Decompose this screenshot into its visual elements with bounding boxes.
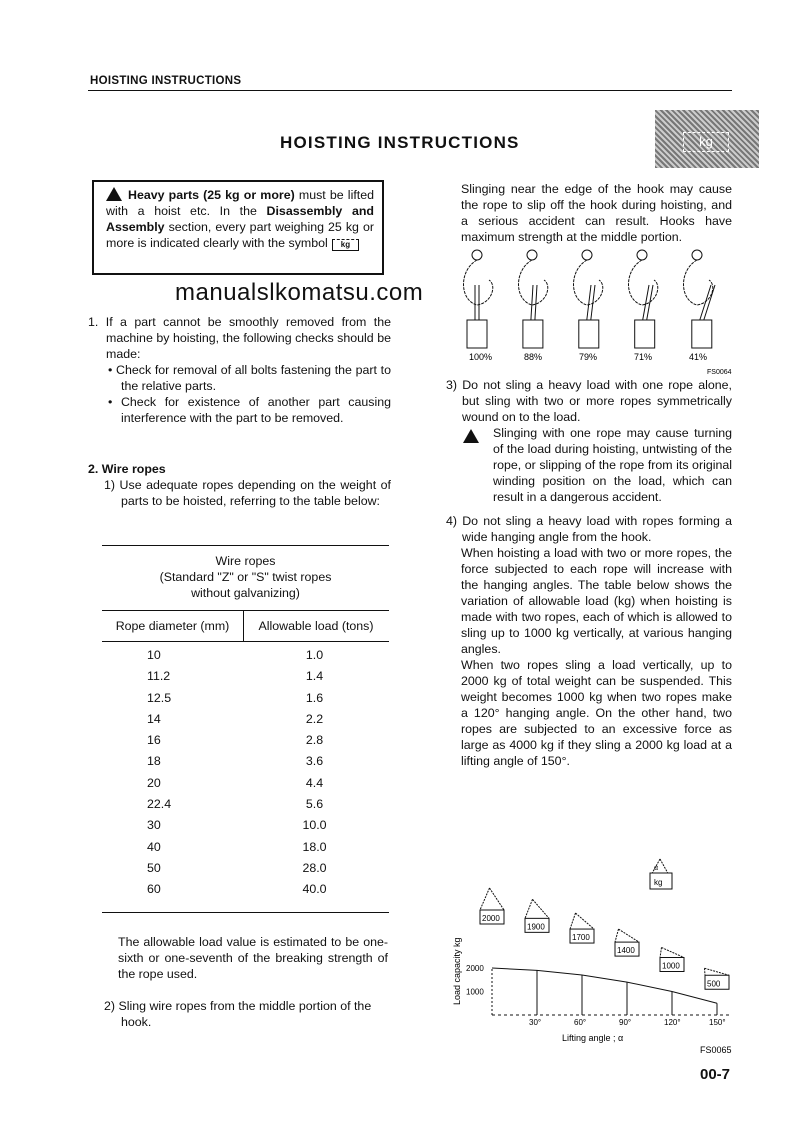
note: The allowable load value is estimated to be one-sixth or one-seventh of the breaking strength of the rope used. <box>118 935 388 981</box>
rope-diameter: 22.4 <box>147 797 172 812</box>
item-4-para-2: When two ropes sling a load vertically, up to 2000 kg of total weight can be suspended. This weight becomes 1000 kg when two ropes make a 120° hanging angle. On the other hand, two ropes are subjected to an excessive force as large as 4000 kg if they sling a 2000 kg load at a lifting angle of 150°. <box>461 658 732 768</box>
x-tick-label: 120° <box>664 1018 681 1027</box>
hook-strength: 100% <box>469 352 493 362</box>
load-box <box>705 968 730 989</box>
caption-3: without galvanizing) <box>191 586 300 600</box>
table-row <box>102 796 389 817</box>
load-box <box>570 913 594 943</box>
col-header-diameter: Rope diameter (mm) <box>115 619 230 633</box>
item-1 <box>88 314 391 426</box>
hook-strength: 88% <box>524 352 543 362</box>
table-body <box>102 647 389 903</box>
allowable-load: 18.0 <box>302 839 327 854</box>
allowable-load: 4.4 <box>305 775 324 790</box>
x-tick-label: 90° <box>619 1018 632 1027</box>
rope-diameter: 16 <box>147 733 161 748</box>
hook-figure <box>455 245 745 377</box>
allowable-load: 2.8 <box>305 733 324 748</box>
y-axis-label: Load capacity kg <box>452 937 462 1005</box>
kg-logo <box>655 110 759 168</box>
load-value: 2000 <box>482 914 500 923</box>
running-header: HOISTING INSTRUCTIONS <box>90 75 242 87</box>
hook-diagram <box>684 250 716 362</box>
allowable-load: 28.0 <box>302 860 327 875</box>
hook-diagram <box>464 250 493 362</box>
load-value: 1400 <box>617 946 635 956</box>
item-2-title: 2. Wire ropes <box>88 462 166 476</box>
legend-alpha: α <box>654 865 659 872</box>
x-tick-label: 150° <box>709 1018 726 1027</box>
table-row <box>102 647 389 668</box>
load-box <box>615 929 639 956</box>
table-caption <box>102 546 389 601</box>
rope-diameter: 10 <box>147 648 161 662</box>
table-row <box>102 860 389 881</box>
item-1-text: 1. If a part cannot be smoothly removed from the machine by hoisting, the following checks should be made: <box>88 315 391 361</box>
warning-bold-1: Heavy parts (25 kg or more) <box>128 188 295 202</box>
wire-rope-table <box>102 545 389 913</box>
column-divider <box>243 610 244 641</box>
rope-diameter: 20 <box>147 775 161 790</box>
table-row <box>102 881 389 902</box>
load-box <box>525 899 549 932</box>
x-axis-label: Lifting angle ; α <box>562 1033 624 1043</box>
y-tick-label: 1000 <box>466 987 484 997</box>
y-tick-label: 2000 <box>466 964 484 973</box>
kg-symbol: kg <box>332 239 359 251</box>
hook-strength: 79% <box>579 352 598 362</box>
load-value: 1900 <box>527 922 545 932</box>
item-4: 4) Do not sling a heavy load with ropes forming a wide hanging angle from the hook. <box>446 514 732 544</box>
item-2-sub-2: 2) Sling wire ropes from the middle portion of the hook. <box>104 999 372 1029</box>
allowable-load: 10.0 <box>302 818 327 833</box>
item-4-para-1: When hoisting a load with two or more ropes, the force subjected to each rope will increase with the hanging angles. The table below shows the variation of allowable load (kg) when hoisting is made with two ropes, each of which is allowed to sling up to 1000 kg vertically, at various hanging angles. <box>461 546 732 656</box>
allowable-load: 1.6 <box>305 690 324 705</box>
warning-text-2: section, every part weighing 25 kg or more is indicated clearly with the symbol <box>106 220 374 250</box>
warning-bold-2: Disassembly and Assembly <box>106 204 374 234</box>
load-value: 1000 <box>662 961 680 971</box>
header-rule <box>88 90 732 91</box>
hook-diagram <box>519 250 548 362</box>
rope-diameter: 12.5 <box>147 690 172 705</box>
load-capacity-chart <box>450 845 750 1055</box>
kg-logo-text: kg <box>683 132 729 152</box>
watermark: manualslkomatsu.com <box>175 279 424 306</box>
page-number: 00-7 <box>700 1066 731 1083</box>
warning-3: Slinging with one rope may cause turning of the load during hoisting, untwisting of the rope, or slipping of the rope from its original winding position on the load, which can result in a dangerous accident. <box>493 426 732 504</box>
warning-icon-2 <box>463 425 493 505</box>
item-2-sub-1: 1) Use adequate ropes depending on the weight of parts to be hoisted, referring to the table below: <box>104 478 391 508</box>
page-title: HOISTING INSTRUCTIONS <box>280 133 520 152</box>
caption-2: (Standard "Z" or "S" twist ropes <box>159 570 332 584</box>
rope-diameter: 18 <box>147 754 161 769</box>
load-value: 1700 <box>572 933 590 943</box>
table-row <box>102 817 389 838</box>
col-header-load: Allowable load (tons) <box>258 619 374 633</box>
table-row <box>102 668 389 689</box>
bullet-2-text: Check for existence of another part causing interference with the part to be removed. <box>120 395 392 425</box>
warning-icon <box>106 187 122 201</box>
legend-sling <box>650 859 672 889</box>
load-box <box>480 888 504 924</box>
legend-kg: kg <box>654 878 663 887</box>
figure-id: FS0065 <box>700 1045 732 1055</box>
right-column <box>446 181 732 769</box>
load-curve <box>492 968 717 1003</box>
rope-diameter: 30 <box>147 818 161 833</box>
allowable-load: 1.0 <box>305 648 324 662</box>
table-row <box>102 711 389 732</box>
hook-diagram <box>574 250 603 362</box>
table-row <box>102 753 389 774</box>
table-row <box>102 839 389 860</box>
warning-3-row <box>463 425 732 505</box>
warning-text-1: must be lifted with a hoist etc. In the <box>106 188 374 218</box>
table-row <box>102 732 389 753</box>
item-3: 3) Do not sling a heavy load with one rope alone, but sling with two or more ropes symmetrically wound on to the load. <box>446 378 732 424</box>
load-box <box>660 948 684 972</box>
hook-strength: 71% <box>634 352 653 362</box>
hook-diagram <box>629 250 658 362</box>
allowable-load: 5.6 <box>305 797 324 812</box>
rope-diameter: 50 <box>147 860 161 875</box>
rope-diameter: 40 <box>147 839 161 854</box>
allowable-load: 40.0 <box>302 882 327 897</box>
load-value: 500 <box>707 979 721 989</box>
bullet-1: • Check for removal of all bolts fastening the part to the relative parts. <box>108 363 392 393</box>
hook-strength: 41% <box>689 352 708 362</box>
x-tick-label: 30° <box>529 1018 542 1027</box>
warning-box <box>92 180 384 275</box>
caption-1: Wire ropes <box>215 554 276 568</box>
rope-diameter: 11.2 <box>147 669 171 684</box>
table-header <box>102 610 389 642</box>
bullet-1-text: Check for removal of all bolts fastening the part to the relative parts. <box>116 363 392 393</box>
rope-diameter: 60 <box>147 882 161 897</box>
bullet-2: • Check for existence of another part causing interference with the part to be removed. <box>108 395 392 425</box>
allowable-load: 3.6 <box>305 754 324 769</box>
allowable-load: 2.2 <box>305 711 324 726</box>
allowable-load: 1.4 <box>305 669 324 684</box>
table-row <box>102 690 389 711</box>
hook-paragraph: Slinging near the edge of the hook may cause the rope to slip off the hook during hoisting, and a serious accident can result. Hooks have maximum strength at the middle portion. <box>461 182 732 244</box>
table-row <box>102 775 389 796</box>
rope-diameter: 14 <box>147 711 161 726</box>
figure-id: FS0064 <box>707 369 732 376</box>
x-tick-label: 60° <box>574 1018 587 1027</box>
